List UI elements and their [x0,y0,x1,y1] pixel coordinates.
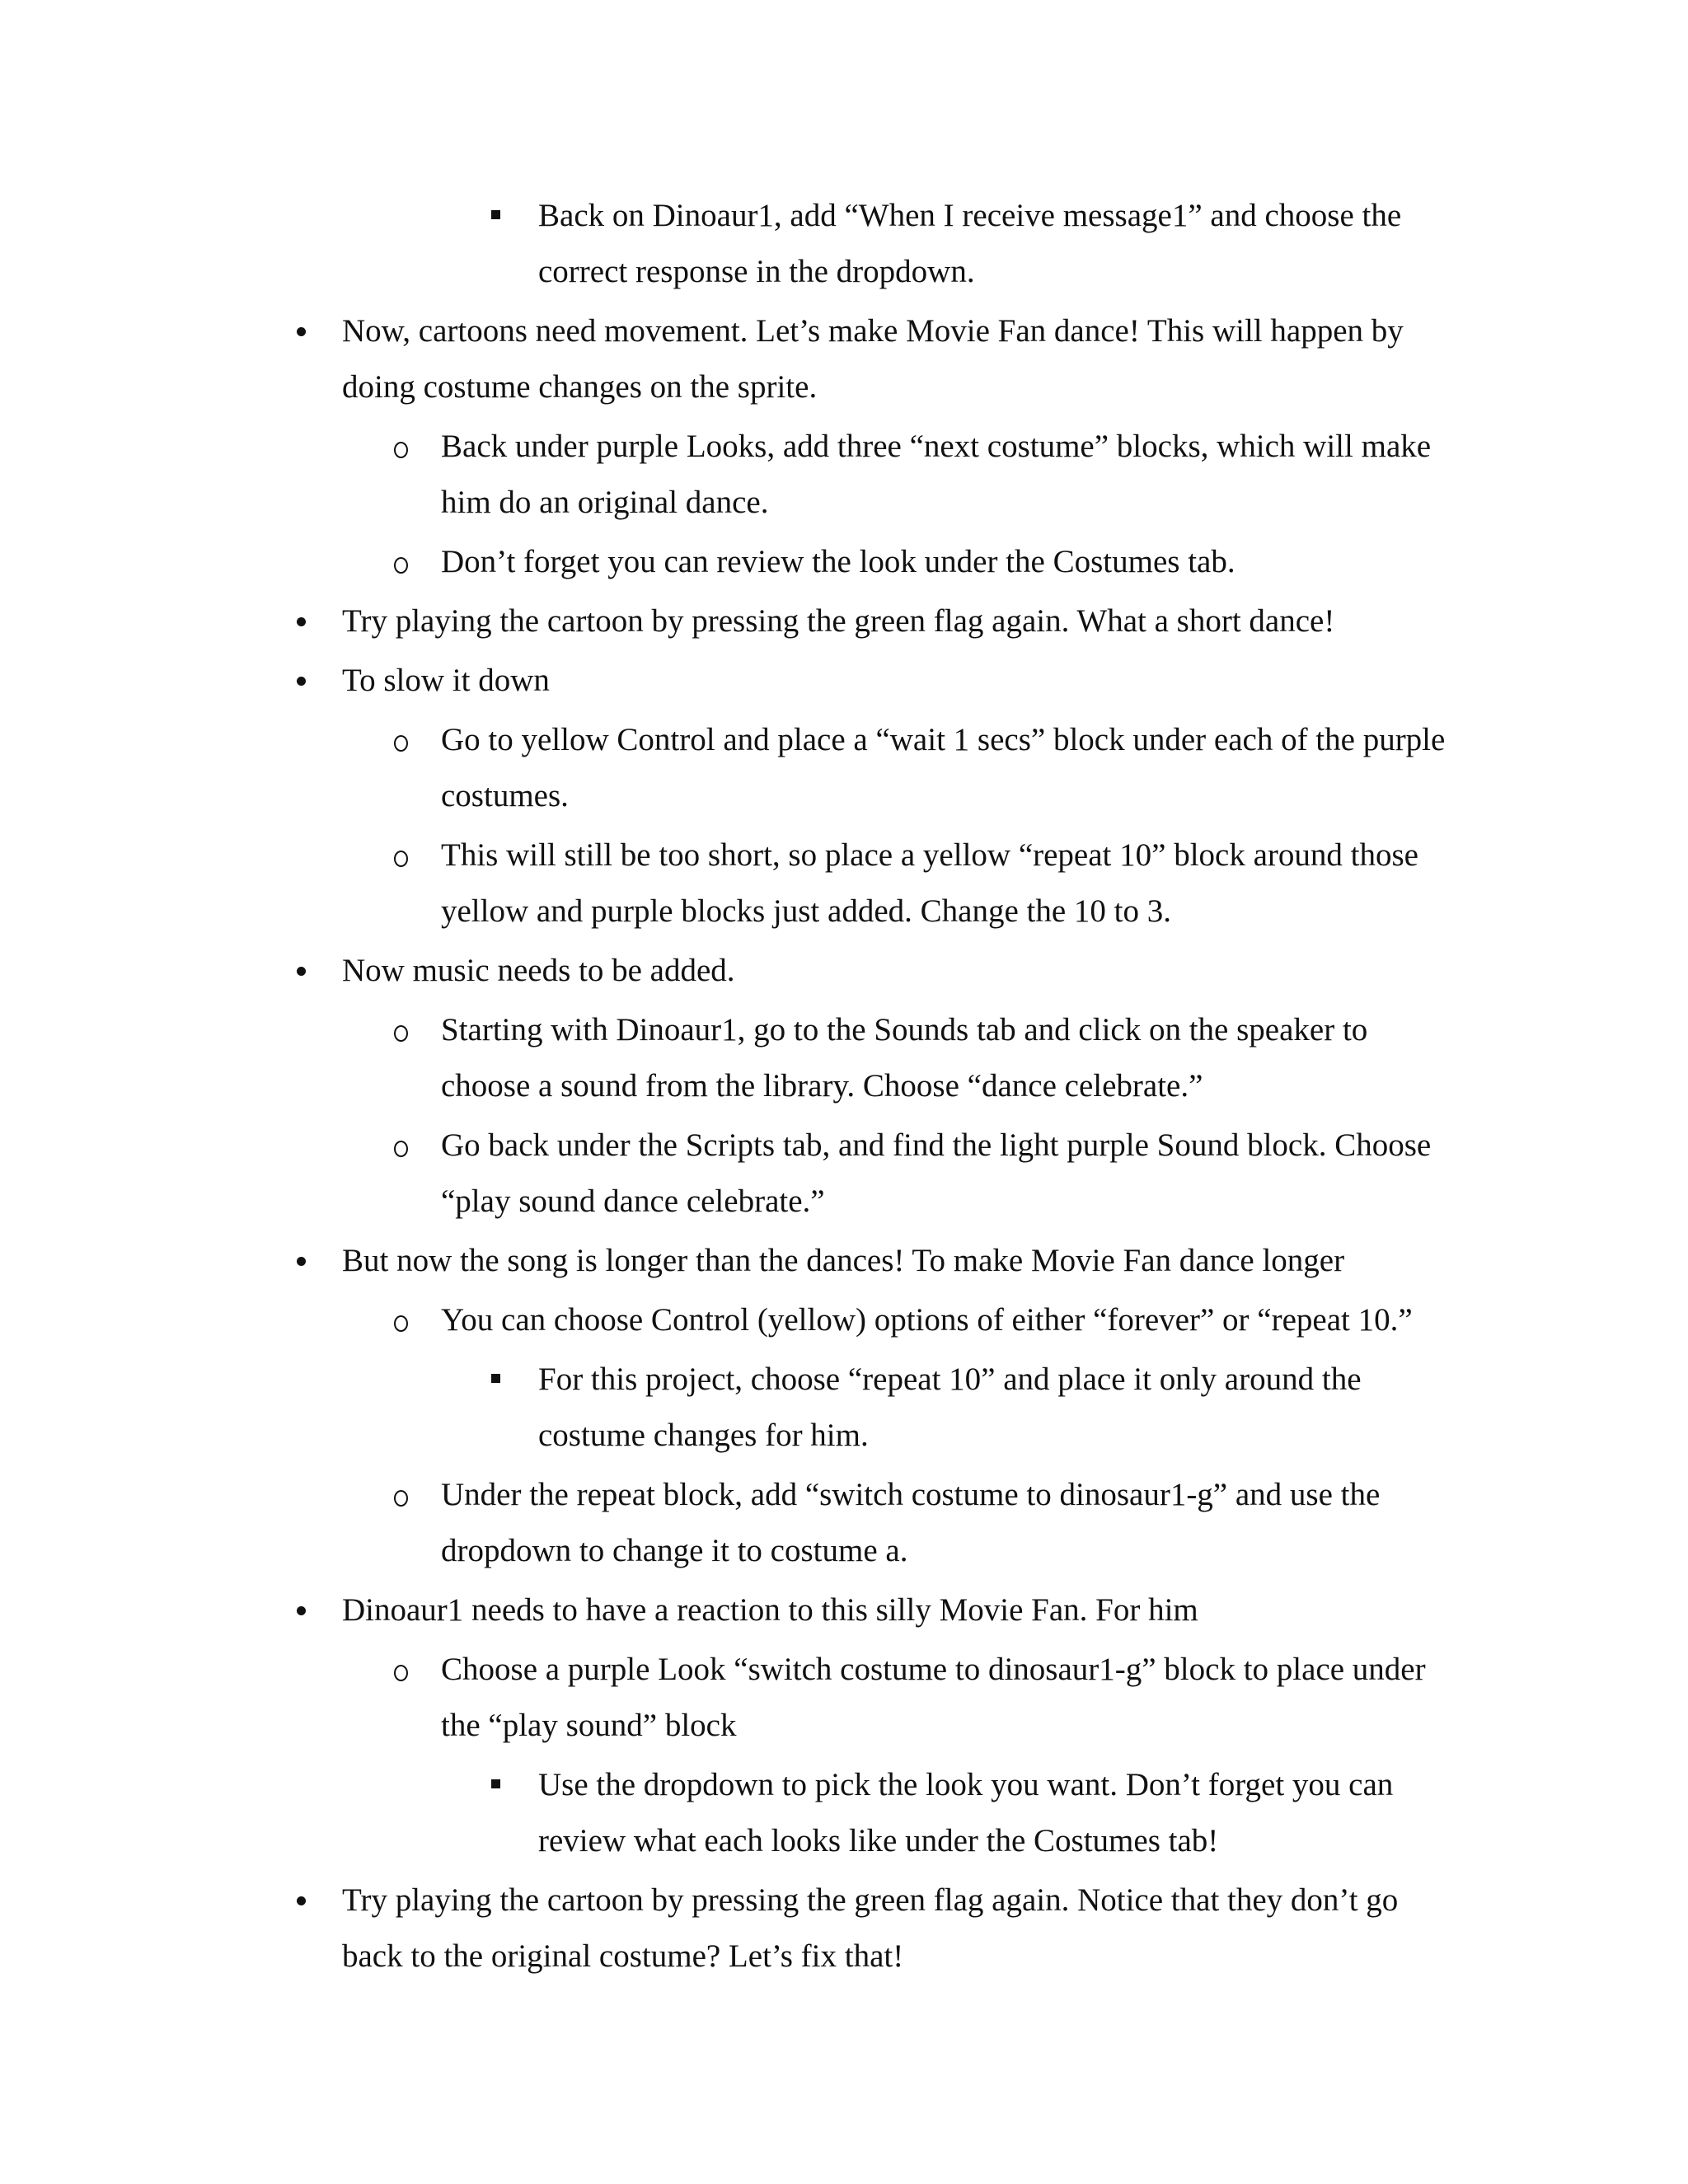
list-item-line: dropdown to change it to costume a. [441,1533,908,1568]
list-item [342,653,550,709]
list-item-line: Don’t forget you can review the look under the Costumes tab. [441,544,1236,579]
list-item [441,1467,1380,1579]
bullet-dot-icon [297,327,306,336]
list-item [441,827,1418,940]
bullet-circle-icon [394,1141,408,1157]
list-item [538,1757,1393,1869]
bullet-circle-icon [394,1490,408,1507]
bullet-dot-icon [297,1257,306,1266]
bullet-dot-icon [297,617,306,626]
list-item [441,1118,1431,1230]
list-item [441,534,1236,590]
list-item [342,1582,1198,1638]
list-item-line: Dinoaur1 needs to have a reaction to this silly Movie Fan. For him [342,1592,1198,1628]
list-item-line: doing costume changes on the sprite. [342,369,818,405]
bullet-dot-icon [297,677,306,686]
list-item-line: “play sound dance celebrate.” [441,1183,825,1219]
list-item [538,188,1401,300]
list-item-line: Under the repeat block, add “switch costume to dinosaur1-g” and use the [441,1477,1381,1512]
list-item-line: Now music needs to be added. [342,953,735,988]
list-item-line: Now, cartoons need movement. Let’s make Movie Fan dance! This will happen by [342,313,1404,349]
list-item-line: Go to yellow Control and place a “wait 1 secs” block under each of the purple [441,722,1446,757]
list-item-line: You can choose Control (yellow) options of either “forever” or “repeat 10.” [441,1302,1413,1338]
list-item-line: back to the original costume? Let’s fix that! [342,1938,904,1974]
bullet-circle-icon [394,1025,408,1042]
bullet-circle-icon [394,1315,408,1332]
list-item-line: the “play sound” block [441,1708,737,1743]
list-item [342,593,1334,649]
list-item-line: Try playing the cartoon by pressing the green flag again. What a short dance! [342,603,1335,639]
list-item [441,1002,1367,1114]
list-item [538,1352,1362,1464]
bullet-square-icon [491,1779,500,1788]
list-item-line: costume changes for him. [538,1418,869,1453]
list-item [342,303,1404,415]
list-item [441,1292,1413,1348]
list-item-line: correct response in the dropdown. [538,254,975,289]
list-item [342,1872,1398,1985]
list-item-line: costumes. [441,778,569,813]
list-item-line: To slow it down [342,663,550,698]
bullet-dot-icon [297,1606,306,1615]
list-item-line: Go back under the Scripts tab, and find the light purple Sound block. Choose [441,1127,1432,1163]
list-item-line: review what each looks like under the Costumes tab! [538,1823,1219,1858]
list-item [342,1233,1344,1289]
list-item-line: But now the song is longer than the dances! To make Movie Fan dance longer [342,1243,1345,1278]
bullet-circle-icon [394,442,408,458]
bullet-dot-icon [297,967,306,976]
list-item-line: yellow and purple blocks just added. Change the 10 to 3. [441,893,1171,929]
bullet-square-icon [491,210,500,219]
list-item [441,419,1431,531]
bullet-square-icon [491,1374,500,1383]
bullet-dot-icon [297,1896,306,1905]
list-item-line: Use the dropdown to pick the look you want. Don’t forget you can [538,1767,1394,1802]
list-item-line: For this project, choose “repeat 10” and place it only around the [538,1361,1362,1397]
list-item-line: Back on Dinoaur1, add “When I receive message1” and choose the [538,198,1402,233]
list-item-line: Starting with Dinoaur1, go to the Sounds tab and click on the speaker to [441,1012,1368,1047]
bullet-circle-icon [394,1665,408,1681]
list-item-line: This will still be too short, so place a yellow “repeat 10” block around those [441,837,1418,873]
list-item [342,943,735,999]
list-item-line: Choose a purple Look “switch costume to dinosaur1-g” block to place under [441,1652,1426,1687]
list-item-line: him do an original dance. [441,485,769,520]
list-item [441,712,1445,824]
list-item-line: Back under purple Looks, add three “next costume” blocks, which will make [441,429,1432,464]
bullet-circle-icon [394,557,408,574]
list-item-line: Try playing the cartoon by pressing the green flag again. Notice that they don’t go [342,1882,1399,1918]
list-item-line: choose a sound from the library. Choose “dance celebrate.” [441,1068,1203,1104]
bullet-circle-icon [394,735,408,752]
bullet-circle-icon [394,851,408,867]
list-item [441,1642,1426,1754]
